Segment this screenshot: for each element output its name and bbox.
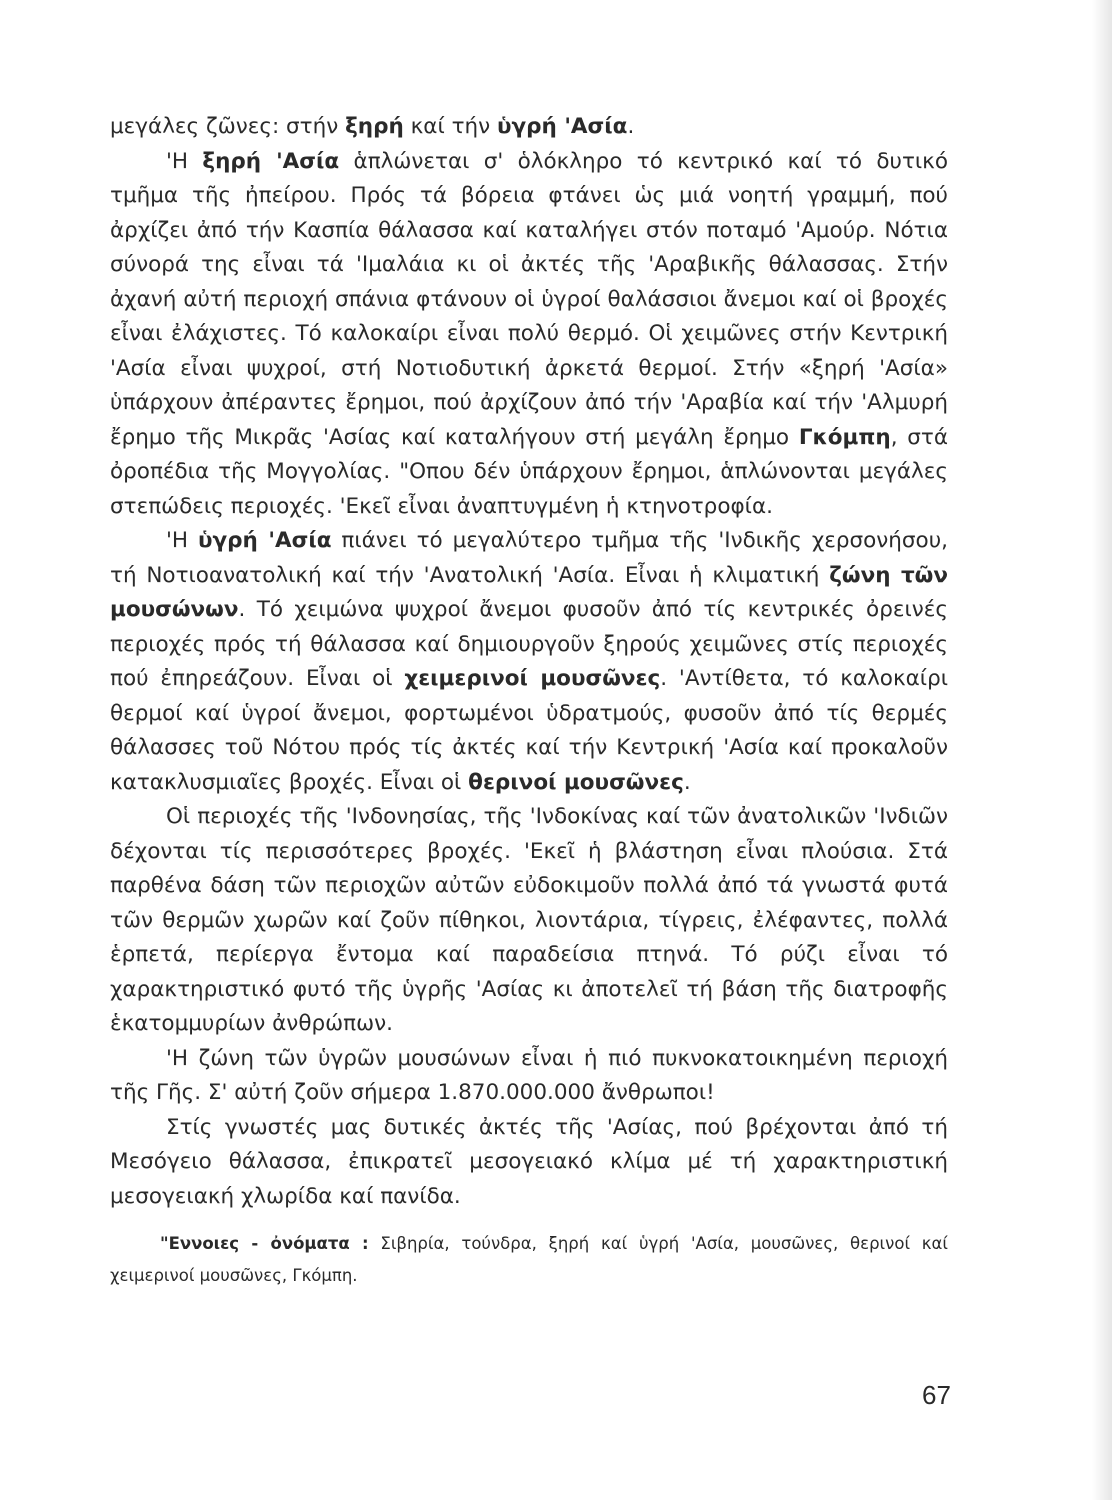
paragraph-dry-asia (110, 145, 948, 525)
term-dry-asia: ξηρή 'Ασία (202, 148, 340, 174)
text-run: . (627, 114, 635, 139)
term-winter-monsoons: χειμερινοί μουσῶνες (404, 666, 661, 691)
paragraph-mediterranean: Στίς γνωστές μας δυτικές ἀκτές τῆς 'Ασίας, πού βρέχονται ἀπό τή Μεσόγειο θάλασσα, ἐπικρατεῖ μεσογειακό κλίμα μέ τή χαρακτηριστική μεσογειακή χλωρίδα καί πανίδα. (110, 1114, 948, 1209)
term-summer-monsoons: θερινοί μουσῶνες (468, 769, 684, 795)
page-number: 67 (922, 1380, 951, 1410)
concepts-list: Σιβηρία, τούνδρα, ξηρή καί ὑγρή 'Ασία, μουσῶνες, θερινοί καί χειμερινοί μουσῶνες, Γκόμπη. (110, 1234, 948, 1285)
concepts-names-note (110, 1228, 948, 1292)
text-run: πιάνει τό μεγαλύτερο τμῆμα τῆς 'Ινδικῆς χερσονήσου, τή Νοτιοανατολική καί τήν 'Ανατολική 'Ασία. Εἶναι ἡ κλιματική (110, 528, 948, 588)
paragraph-population: 'Η ζώνη τῶν ὑγρῶν μουσώνων εἶναι ἡ πιό πυκνοκατοικημένη περιοχή τῆς Γῆς. Σ' αὐτή ζοῦν σήμερα 1.870.000.000 ἄνθρωποι! (110, 1045, 948, 1105)
text-run: . 'Αντίθετα, τό καλοκαίρι θερμοί καί ὑγροί ἄνεμοι, φορτωμένοι ὑδρατμούς, φυσοῦν ἀπό τίς θερμές θάλασσες τοῦ Νότου πρός τίς ἀκτές καί τήν Κεντρική 'Ασία καί προκαλοῦν κατακλυσμιαῖες βροχές. Εἶναι οἱ (110, 666, 948, 795)
text-run: 'Η (166, 528, 198, 553)
text-run: , στά ὀροπέδια τῆς Μογγολίας. "Οπου δέν ὑπάρχουν ἔρημοι, ἁπλώνονται μεγάλες στεπώδεις περιοχές. 'Εκεῖ εἶναι ἀναπτυγμένη ἡ κτηνοτροφία. (110, 424, 948, 519)
text-run: μεγάλες ζῶνες: στήν (110, 114, 346, 139)
term-humid-asia: ὑγρή 'Ασία (197, 528, 332, 553)
text-run: 'Η (166, 148, 203, 174)
term-monsoon-zone: ζώνη τῶν μουσώνων (110, 562, 948, 622)
concepts-label: "Εννοιες - ὀνόματα : (160, 1234, 369, 1253)
text-run: ἁπλώνεται σ' ὁλόκληρο τό κεντρικό καί τό δυτικό τμῆμα τῆς ἠπείρου. Πρός τά βόρεια φτάνει ὡς μιά νοητή γραμμή, πού ἀρχίζει ἀπό τήν Κασπία θάλασσα καί καταλήγει στόν ποταμό 'Αμούρ. Νότια σύνορά της εἶναι τά 'Ιμαλάια κι οἱ ἀκτές τῆς 'Αραβικῆς θάλασσας. Στήν ἀχανή αὐτή περιοχή σπάνια φτάνουν οἱ ὑγροί θαλάσσιοι ἄνεμοι καί οἱ βροχές εἶναι ἐλάχιστες. Τό καλοκαίρι εἶναι πολύ θερμό. Οἱ χειμῶνες στήν Κεντρική 'Ασία εἶναι ψυχροί, στή Νοτιοδυτική ἀρκετά θερμοί. Στήν «ξηρή 'Ασία» ὑπάρχουν ἀπέραντες ἔρημοι, πού ἀρχίζουν ἀπό τήν 'Αραβία καί τήν 'Αλμυρή ἔρημο τῆς Μικρᾶς 'Ασίας καί καταλήγουν στή μεγάλη ἔρημο (110, 148, 948, 450)
page-edge-shadow (1092, 0, 1112, 1500)
text-run: καί τήν (403, 114, 497, 139)
term-humid-asia: ὑγρή 'Ασία (496, 114, 628, 139)
paragraph-intro (110, 110, 948, 145)
term-dry-asia: ξηρή (345, 114, 404, 139)
text-run: . (683, 769, 691, 795)
paragraph-humid-asia (110, 524, 948, 800)
text-run: . Τό χειμώνα ψυχροί ἄνεμοι φυσοῦν ἀπό τίς κεντρικές ὀρεινές περιοχές πρός τή θάλασσα καί δημιουργοῦν ξηρούς χειμῶνες στίς περιοχές πού ἐπηρεάζουν. Εἶναι οἱ (110, 597, 948, 691)
term-gobi: Γκόμπη (798, 424, 891, 450)
page-body-text (110, 110, 948, 1292)
paragraph-vegetation: Οἱ περιοχές τῆς 'Ινδονησίας, τῆς 'Ινδοκίνας καί τῶν ἀνατολικῶν 'Ινδιῶν δέχονται τίς περισσότερες βροχές. 'Εκεῖ ἡ βλάστηση εἶναι πλούσια. Στά παρθένα δάση τῶν περιοχῶν αὐτῶν εὐδοκιμοῦν πολλά ἀπό τά γνωστά φυτά τῶν θερμῶν χωρῶν καί ζοῦν πίθηκοι, λιοντάρια, τίγρεις, ἐλέφαντες, πολλά ἑρπετά, περίεργα ἔντομα καί παραδείσια πτηνά. Τό ρύζι εἶναι τό χαρακτηριστικό φυτό τῆς ὑγρῆς 'Ασίας κι ἀποτελεῖ τή βάση τῆς διατροφῆς ἑκατομμυρίων ἀνθρώπων. (110, 804, 948, 1036)
